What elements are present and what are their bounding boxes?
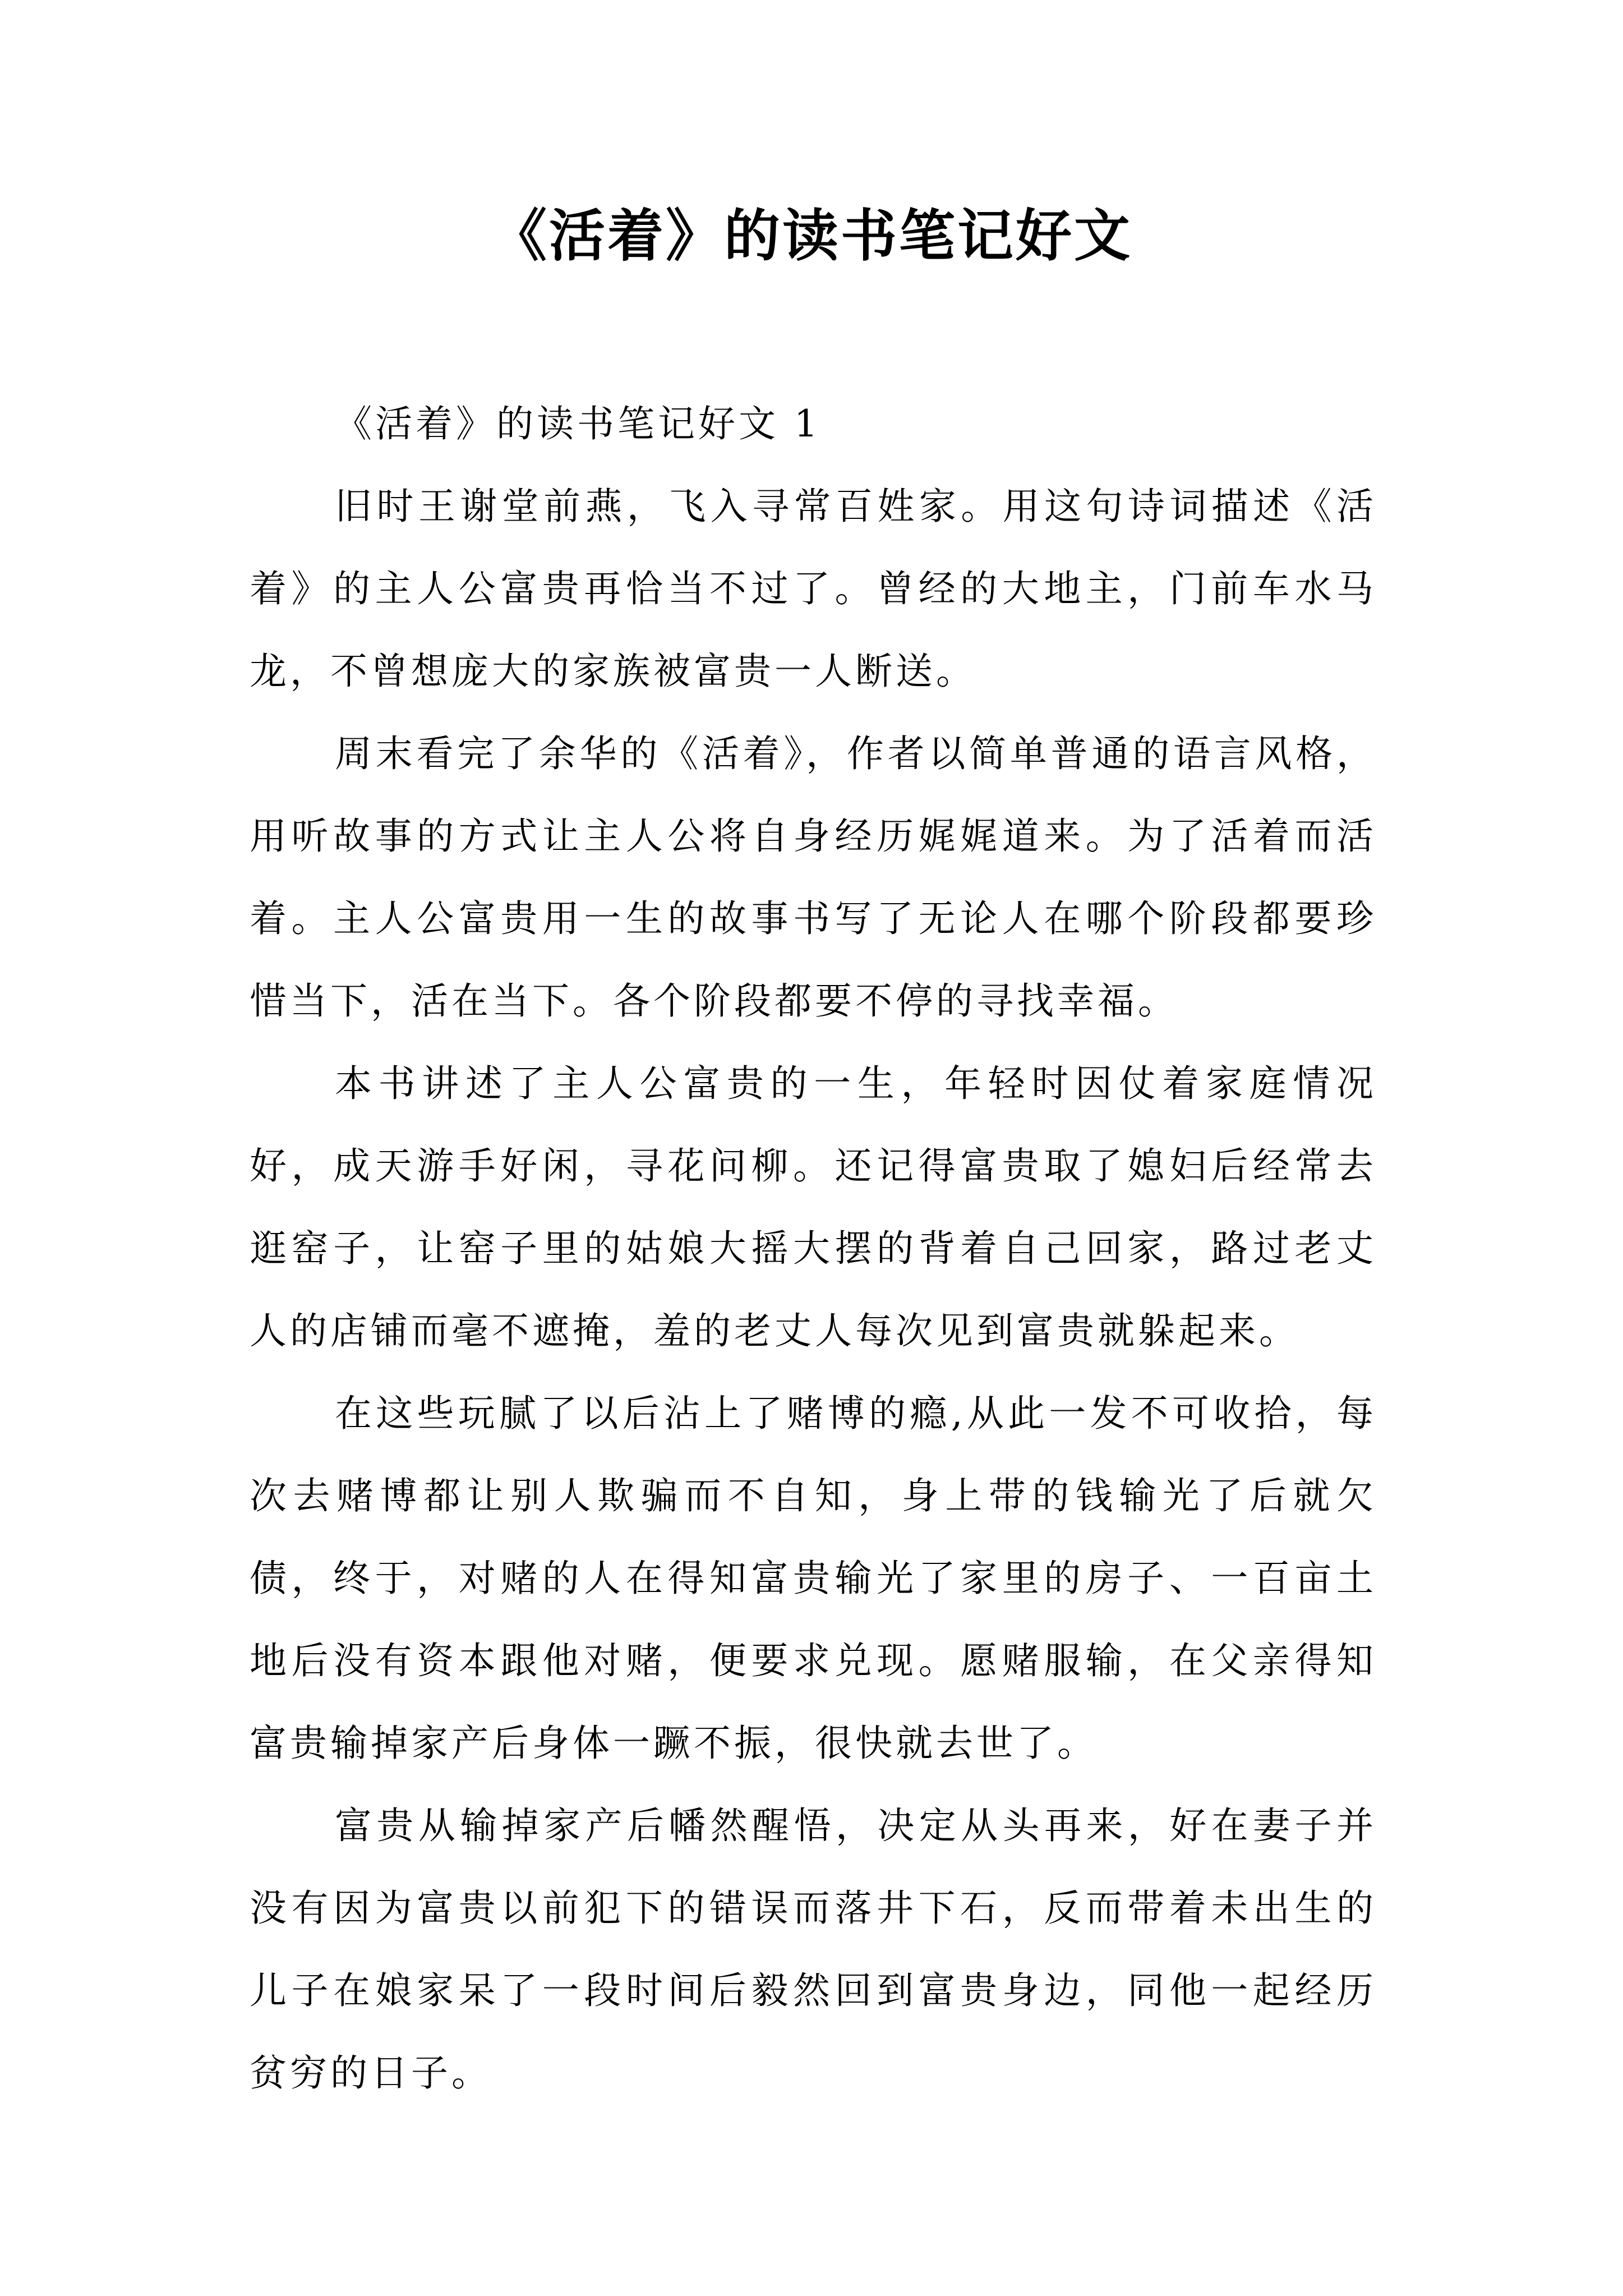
- paragraph-5: 富贵从输掉家产后幡然醒悟，决定从头再来，好在妻子并没有因为富贵以前犯下的错误而落井下石，反而带着未出生的儿子在娘家呆了一段时间后毅然回到富贵身边，同他一起经历贫穷的日子。: [250, 1804, 1377, 2095]
- paragraph-3: 本书讲述了主人公富贵的一生，年轻时因仗着家庭情况好，成天游手好闲，寻花问柳。还记得富贵取了媳妇后经常去逛窑子，让窑子里的姑娘大摇大摆的背着自己回家，路过老丈人的店铺而毫不遮掩，羞的老丈人每次见到富贵就躲起来。: [250, 1062, 1377, 1352]
- document-title: 《活着》的读书笔记好文: [491, 203, 1132, 269]
- document-body: [250, 383, 1377, 2114]
- section-heading: 《活着》的读书笔记好文 1: [335, 402, 821, 445]
- paragraph-2: 周末看完了余华的《活着》，作者以简单普通的语言风格，用听故事的方式让主人公将自身经历娓娓道来。为了活着而活着。主人公富贵用一生的故事书写了无论人在哪个阶段都要珍惜当下，活在当下。各个阶段都要不停的寻找幸福。: [250, 732, 1377, 1023]
- paragraph-4: 在这些玩腻了以后沾上了赌博的瘾,从此一发不可收拾，每次去赌博都让别人欺骗而不自知，身上带的钱输光了后就欠债，终于，对赌的人在得知富贵输光了家里的房子、一百亩土地后没有资本跟他对赌，便要求兑现。愿赌服输，在父亲得知富贵输掉家产后身体一蹶不振，很快就去世了。: [250, 1392, 1377, 1765]
- paragraph-1: 旧时王谢堂前燕，飞入寻常百姓家。用这句诗词描述《活着》的主人公富贵再恰当不过了。曾经的大地主，门前车水马龙，不曾想庞大的家族被富贵一人断送。: [250, 485, 1377, 693]
